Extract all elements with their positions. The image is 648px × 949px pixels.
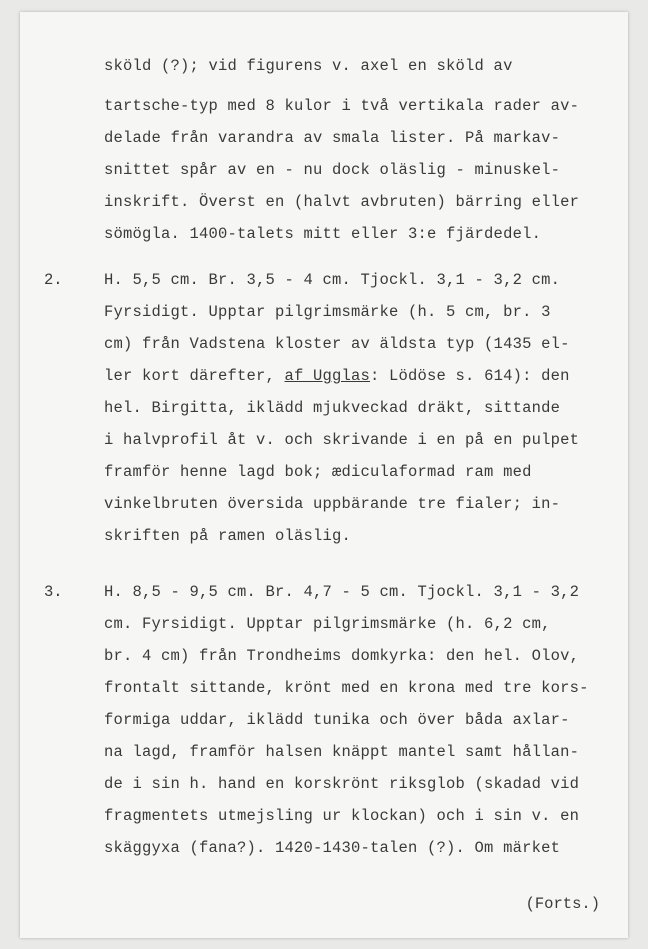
- item-number: 2.: [44, 271, 63, 289]
- text-line: framför henne lagd bok; ædiculaformad ram med: [104, 463, 532, 481]
- text-line: na lagd, framför halsen knäppt mantel samt hållan-: [104, 743, 580, 761]
- text-line: fragmentets utmejsling ur klockan) och i sin v. en: [104, 807, 580, 825]
- text-line: hel. Birgitta, iklädd mjukveckad dräkt, sittande: [104, 399, 561, 417]
- text-line: inskrift. Överst en (halvt avbruten) bärring eller: [104, 193, 580, 211]
- item-number: 3.: [44, 583, 63, 601]
- text-line: i halvprofil åt v. och skrivande i en på en pulpet: [104, 431, 580, 449]
- text-line: sömögla. 1400-talets mitt eller 3:e fjärdedel.: [104, 225, 542, 243]
- text-line: cm) från Vadstena kloster av äldsta typ (1435 el-: [104, 335, 570, 353]
- text-line: sköld (?); vid figurens v. axel en sköld av: [104, 57, 513, 75]
- continuation-note: (Forts.): [525, 895, 600, 913]
- text-line: vinkelbruten översida uppbärande tre fialer; in-: [104, 495, 561, 513]
- text-segment: : Lödöse s. 614): den: [370, 367, 570, 385]
- text-line: [104, 366, 570, 386]
- text-line: frontalt sittande, krönt med en krona med tre kors-: [104, 679, 589, 697]
- text-line: snittet spår av en - nu dock oläslig - minuskel-: [104, 161, 561, 179]
- text-line: br. 4 cm) från Trondheims domkyrka: den hel. Olov,: [104, 647, 580, 665]
- text-segment: ler kort därefter,: [104, 367, 285, 385]
- text-line: de i sin h. hand en korskrönt riksglob (skadad vid: [104, 775, 580, 793]
- text-line: cm. Fyrsidigt. Upptar pilgrimsmärke (h. 6,2 cm,: [104, 615, 551, 633]
- document-page: [20, 12, 628, 938]
- text-line: delade från varandra av smala lister. På markav-: [104, 129, 561, 147]
- text-line: Fyrsidigt. Upptar pilgrimsmärke (h. 5 cm, br. 3: [104, 303, 551, 321]
- text-line: H. 5,5 cm. Br. 3,5 - 4 cm. Tjockl. 3,1 - 3,2 cm.: [104, 271, 561, 289]
- citation-author: af Ugglas: [284, 367, 371, 385]
- text-line: formiga uddar, iklädd tunika och över båda axlar-: [104, 711, 570, 729]
- text-line: skriften på ramen oläslig.: [104, 527, 352, 545]
- text-line: H. 8,5 - 9,5 cm. Br. 4,7 - 5 cm. Tjockl. 3,1 - 3,2: [104, 583, 580, 601]
- text-line: tartsche-typ med 8 kulor i två vertikala rader av-: [104, 97, 580, 115]
- text-line: skäggyxa (fana?). 1420-1430-talen (?). Om märket: [104, 839, 561, 857]
